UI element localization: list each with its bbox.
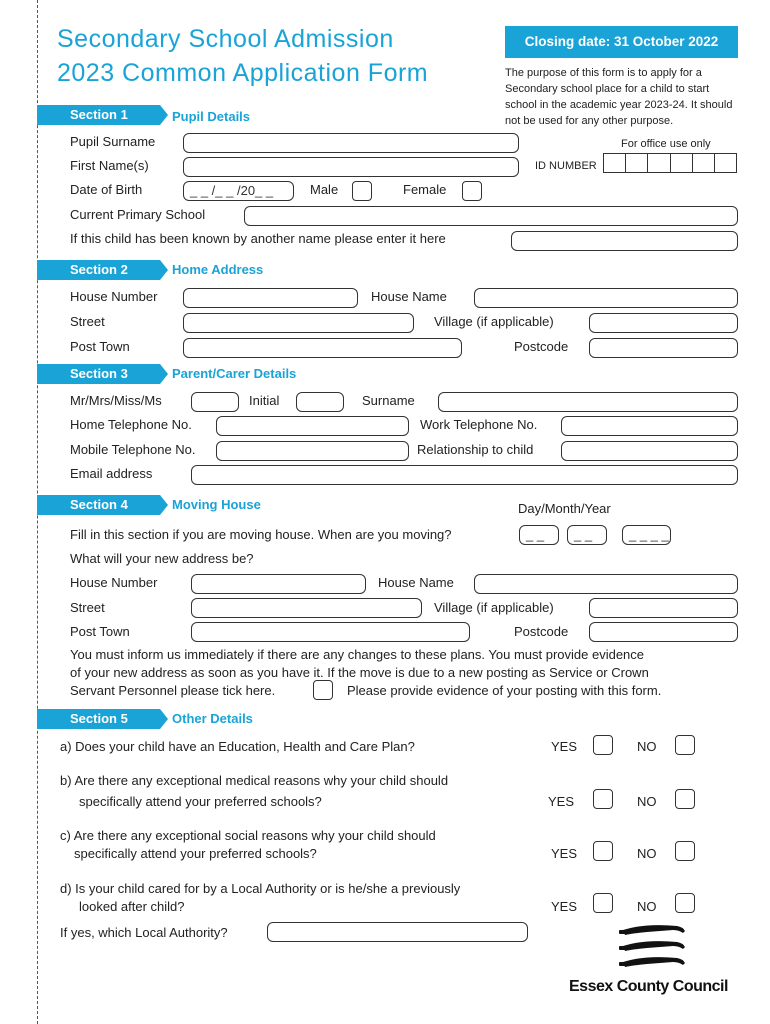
purpose-text: The purpose of this form is to apply for a Secondary school place for a child to start school in the academic year 2023-24. It should not be used for any other purpose. [505,67,733,127]
id-number-label: ID NUMBER [535,160,597,172]
email-label: Email address [70,466,153,481]
question-b-no-checkbox[interactable] [675,789,695,809]
service-personnel-checkbox[interactable] [313,680,333,700]
mobile-tel-input[interactable] [216,441,409,461]
dob-label: Date of Birth [70,182,143,197]
relationship-input[interactable] [561,441,738,461]
new-postcode-label: Postcode [514,624,569,639]
move-day-input[interactable]: _ _ [519,525,559,545]
section-4-tab: Section 4 [37,495,160,515]
primary-school-input[interactable] [244,206,738,226]
section-4-title: Moving House [172,497,261,512]
new-village-input[interactable] [589,598,738,618]
new-house-name-label: House Name [378,575,454,590]
parent-title-input[interactable] [191,392,239,412]
pupil-surname-input[interactable] [183,133,519,153]
section-3-tab: Section 3 [37,364,160,384]
dob-input[interactable]: _ _ /_ _ /20_ _ [183,181,294,201]
first-names-label: First Name(s) [70,158,149,173]
female-checkbox[interactable] [462,181,482,201]
question-d-no-label: NO [637,899,657,914]
question-d-no-checkbox[interactable] [675,893,695,913]
question-c-yes-label: YES [551,846,578,861]
male-label: Male [310,182,339,197]
section-1-tab: Section 1 [37,105,160,125]
local-authority-label: If yes, which Local Authority? [60,925,228,940]
question-b-yes-checkbox[interactable] [593,789,613,809]
postcode-label: Postcode [514,339,569,354]
question-c-no-label: NO [637,846,657,861]
question-a-no-label: NO [637,739,657,754]
date-format-header: Day/Month/Year [518,501,611,516]
new-postcode-input[interactable] [589,622,738,642]
street-label: Street [70,314,105,329]
question-d-line-1: d) Is your child cared for by a Local Authority or is he/she a previously [60,881,461,896]
question-a-yes-checkbox[interactable] [593,735,613,755]
initial-input[interactable] [296,392,344,412]
new-street-label: Street [70,600,105,615]
question-a-yes-label: YES [551,739,578,754]
relationship-label: Relationship to child [417,442,534,457]
work-tel-label: Work Telephone No. [420,417,538,432]
question-a: a) Does your child have an Education, Health and Care Plan? [60,739,415,754]
new-house-number-label: House Number [70,575,158,590]
question-c-line-2: specifically attend your preferred schools? [74,846,317,861]
section-2-title: Home Address [172,262,264,277]
notice-line-1: You must inform us immediately if there are any changes to these plans. You must provide evidence [70,647,645,662]
house-number-input[interactable] [183,288,358,308]
new-post-town-label: Post Town [70,624,130,639]
street-input[interactable] [183,313,414,333]
new-post-town-input[interactable] [191,622,470,642]
question-d-line-2: looked after child? [79,899,185,914]
post-town-label: Post Town [70,339,130,354]
initial-label: Initial [249,393,280,408]
post-town-input[interactable] [183,338,462,358]
question-b-line-2: specifically attend your preferred schools? [79,794,322,809]
question-a-no-checkbox[interactable] [675,735,695,755]
village-input[interactable] [589,313,738,333]
other-name-input[interactable] [511,231,738,251]
question-b-line-1: b) Are there any exceptional medical reasons why your child should [60,773,449,788]
id-number-boxes [603,153,737,173]
notice-line-3: Servant Personnel please tick here. [70,683,276,698]
new-street-input[interactable] [191,598,422,618]
question-d-yes-label: YES [551,899,578,914]
house-number-label: House Number [70,289,158,304]
notice-line-3b: Please provide evidence of your posting with this form. [347,683,662,698]
section-5-title: Other Details [172,711,253,726]
council-logo-text: Essex County Council [569,978,728,995]
new-house-name-input[interactable] [474,574,738,594]
question-c-line-1: c) Are there any exceptional social reasons why your child should [60,828,436,843]
pupil-surname-label: Pupil Surname [70,134,156,149]
primary-school-label: Current Primary School [70,207,206,222]
section-1-title: Pupil Details [172,109,251,124]
section-2-tab: Section 2 [37,260,160,280]
section-5-tab: Section 5 [37,709,160,729]
notice-line-2: of your new address as soon as you have it. If the move is due to a new posting as Service or Crown [70,665,649,680]
house-name-input[interactable] [474,288,738,308]
mobile-tel-label: Mobile Telephone No. [70,442,196,457]
house-name-label: House Name [371,289,447,304]
question-c-yes-checkbox[interactable] [593,841,613,861]
new-address-label: What will your new address be? [70,551,254,566]
office-use-label: For office use only [621,138,711,150]
question-c-no-checkbox[interactable] [675,841,695,861]
question-d-yes-checkbox[interactable] [593,893,613,913]
home-tel-label: Home Telephone No. [70,417,192,432]
moving-when-label: Fill in this section if you are moving house. When are you moving? [70,527,452,542]
move-year-input[interactable]: _ _ _ _ [622,525,671,545]
form-title-line2: 2023 Common Application Form [57,59,429,87]
question-b-yes-label: YES [548,794,575,809]
new-house-number-input[interactable] [191,574,366,594]
home-tel-input[interactable] [216,416,409,436]
parent-title-label: Mr/Mrs/Miss/Ms [70,393,162,408]
closing-date-banner: Closing date: 31 October 2022 [505,26,738,58]
male-checkbox[interactable] [352,181,372,201]
other-name-label: If this child has been known by another name please enter it here [70,231,446,246]
form-title-line1: Secondary School Admission [57,25,394,53]
parent-surname-label: Surname [362,393,415,408]
work-tel-input[interactable] [561,416,738,436]
parent-surname-input[interactable] [438,392,738,412]
postcode-input[interactable] [589,338,738,358]
move-month-input[interactable]: _ _ [567,525,607,545]
first-names-input[interactable] [183,157,519,177]
essex-seaxes-icon [617,921,689,973]
female-label: Female [403,182,447,197]
section-3-title: Parent/Carer Details [172,366,297,381]
local-authority-input[interactable] [267,922,528,942]
question-b-no-label: NO [637,794,657,809]
email-input[interactable] [191,465,738,485]
new-village-label: Village (if applicable) [434,600,554,615]
village-label: Village (if applicable) [434,314,554,329]
